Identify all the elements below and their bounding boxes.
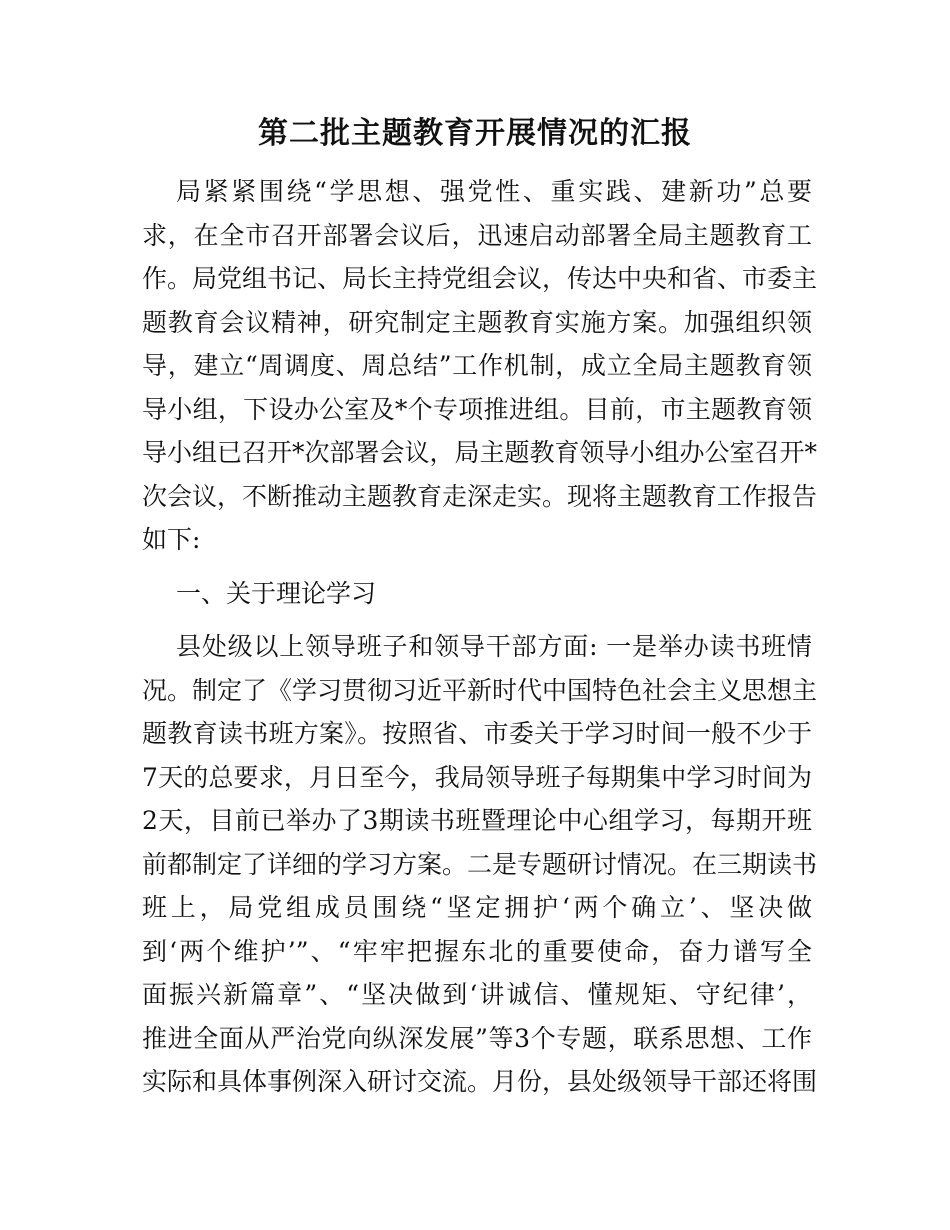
paragraph-theory-study: [142, 625, 818, 1104]
text-line: 如下:: [142, 525, 201, 554]
text-line: 次会议，不断推动主题教育走深走实。现将主题教育工作报告: [142, 481, 818, 511]
text-line: 导，建立“周调度、周总结”工作机制，成立全局主题教育领: [142, 351, 812, 380]
text-line: 2天，目前已举办了3期读书班暨理论中心组学习，每期开班: [142, 806, 812, 835]
text-line: 况。制定了《学习贯彻习近平新时代中国特色社会主义思想主: [142, 675, 818, 705]
text-line: 局紧紧围绕“学思想、强党性、重实践、建新功”总要: [176, 177, 812, 206]
text-line: 面振兴新篇章”、“坚决做到‘讲诚信、懂规矩、守纪律’，: [142, 980, 812, 1009]
text-line: 导小组，下设办公室及*个专项推进组。目前，市主题教育领: [142, 394, 812, 424]
text-line: 题教育读书班方案》。按照省、市委关于学习时间一般不少于: [142, 719, 812, 748]
section-heading: 一、关于理论学习: [176, 578, 377, 608]
paragraph-spacer: [142, 562, 812, 572]
text-line: 到‘两个维护’”、“牢牢把握东北的重要使命，奋力谱写全: [142, 936, 812, 966]
text-line: 推进全面从严治党向纵深发展”等3个专题，联系思想、工作: [142, 1023, 812, 1053]
text-line: 前都制定了详细的学习方案。二是专题研讨情况。在三期读书: [142, 849, 818, 879]
text-line: 题教育会议精神，研究制定主题教育实施方案。加强组织领: [142, 307, 812, 337]
document-body: [142, 170, 818, 1104]
text-line: 导小组已召开*次部署会议，局主题教育领导小组办公室召开*: [142, 438, 818, 467]
text-line: 实际和具体事例深入研讨交流。月份，县处级领导干部还将围: [142, 1067, 818, 1096]
text-line: 求，在全市召开部署会议后，迅速启动部署全局主题教育工: [142, 220, 812, 250]
document-title: 第二批主题教育开展情况的汇报: [258, 116, 692, 151]
paragraph-spacer: [142, 615, 812, 625]
text-line: 班上，局党组成员围绕“坚定拥护‘两个确立’、坚决做: [142, 893, 812, 922]
text-line: 县处级以上领导班子和领导干部方面: 一是举办读书班情: [176, 632, 812, 661]
text-line: 作。局党组书记、局长主持党组会议，传达中央和省、市委主: [142, 264, 818, 293]
text-line: 7天的总要求，月日至今，我局领导班子每期集中学习时间为: [142, 762, 812, 792]
paragraph-intro: [142, 170, 818, 562]
